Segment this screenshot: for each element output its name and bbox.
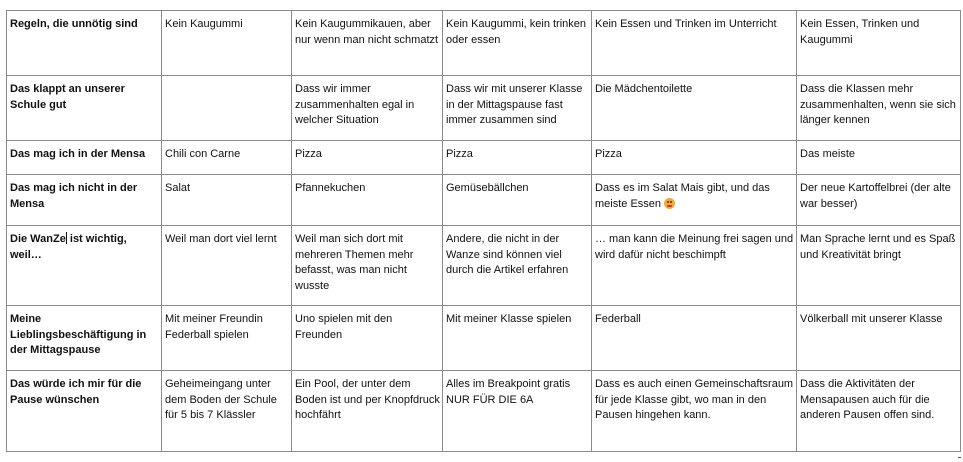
table-cell: Geheimeingang unter dem Boden der Schule für 5 bis 7 Klässler xyxy=(162,371,292,452)
table-cell: Salat xyxy=(162,175,292,226)
table-row xyxy=(7,175,961,226)
table-cell: Kein Kaugummikauen, aber nur wenn man nicht schmatzt xyxy=(292,11,443,76)
table-cell: Die Mädchentoilette xyxy=(592,76,797,141)
table-row xyxy=(7,371,961,452)
table-row xyxy=(7,141,961,175)
table-cell xyxy=(162,76,292,141)
table-cell: Kein Kaugummi, kein trinken oder essen xyxy=(443,11,592,76)
row-label: Meine Lieblingsbeschäftigung in der Mittagspause xyxy=(7,306,162,371)
table-cell: Der neue Kartoffelbrei (der alte war besser) xyxy=(797,175,961,226)
row-label: Das würde ich mir für die Pause wünschen xyxy=(7,371,162,452)
table-cell: Pizza xyxy=(292,141,443,175)
table-cell: Dass wir immer zusammenhalten egal in welcher Situation xyxy=(292,76,443,141)
row-label xyxy=(7,226,162,306)
table-row xyxy=(7,306,961,371)
table-cell: Andere, die nicht in der Wanze sind können viel durch die Artikel erfahren xyxy=(443,226,592,306)
row-label: Regeln, die unnötig sind xyxy=(7,11,162,76)
table-cell: Chili con Carne xyxy=(162,141,292,175)
table-cell: Kein Essen und Trinken im Unterricht xyxy=(592,11,797,76)
row-label: Das mag ich nicht in der Mensa xyxy=(7,175,162,226)
table-cell: Mit meiner Freundin Federball spielen xyxy=(162,306,292,371)
table-cell: … man kann die Meinung frei sagen und wird dafür nicht beschimpft xyxy=(592,226,797,306)
row-label-part: Die WanZe xyxy=(10,233,66,245)
survey-table xyxy=(6,10,961,452)
table-cell: Das meiste xyxy=(797,141,961,175)
table-cell: Pizza xyxy=(443,141,592,175)
table-cell: Kein Essen, Trinken und Kaugummi xyxy=(797,11,961,76)
table-cell: Pizza xyxy=(592,141,797,175)
table-cell: Dass die Klassen mehr zusammenhalten, wenn sie sich länger kennen xyxy=(797,76,961,141)
table-cell: Völkerball mit unserer Klasse xyxy=(797,306,961,371)
table-cell xyxy=(592,175,797,226)
table-cell: Kein Kaugummi xyxy=(162,11,292,76)
table-cell: Uno spielen mit den Freunden xyxy=(292,306,443,371)
table-row xyxy=(7,76,961,141)
table-cell: Federball xyxy=(592,306,797,371)
table-row xyxy=(7,11,961,76)
row-label: Das klappt an unserer Schule gut xyxy=(7,76,162,141)
row-label: Das mag ich in der Mensa xyxy=(7,141,162,175)
table-row xyxy=(7,226,961,306)
table-cell: Weil man dort viel lernt xyxy=(162,226,292,306)
table-cell: Dass die Aktivitäten der Mensapausen auch für die anderen Pausen offen sind. xyxy=(797,371,961,452)
table-cell: Ein Pool, der unter dem Boden ist und per Knopfdruck hochfährt xyxy=(292,371,443,452)
table-cell: Alles im Breakpoint gratis NUR FÜR DIE 6A xyxy=(443,371,592,452)
table-cell: Man Sprache lernt und es Spaß und Kreativität bringt xyxy=(797,226,961,306)
cell-text: Dass es im Salat Mais gibt, und das meiste Essen xyxy=(595,182,770,210)
table-cell: Dass wir mit unserer Klasse in der Mittagspause fast immer zusammen sind xyxy=(443,76,592,141)
table-cell: Pfannekuchen xyxy=(292,175,443,226)
table-cell: Gemüsebällchen xyxy=(443,175,592,226)
table-cell: Dass es auch einen Gemeinschaftsraum für jede Klasse gibt, wo man in den Pausen hingehen kann. xyxy=(592,371,797,452)
table-cell: Weil man sich dort mit mehreren Themen mehr befasst, was man nicht wusste xyxy=(292,226,443,306)
grimacing-face-emoji-icon xyxy=(664,198,675,209)
table-corner-mark xyxy=(958,457,961,458)
row-label-part: ist wichtig, weil… xyxy=(10,233,127,261)
table-cell: Mit meiner Klasse spielen xyxy=(443,306,592,371)
